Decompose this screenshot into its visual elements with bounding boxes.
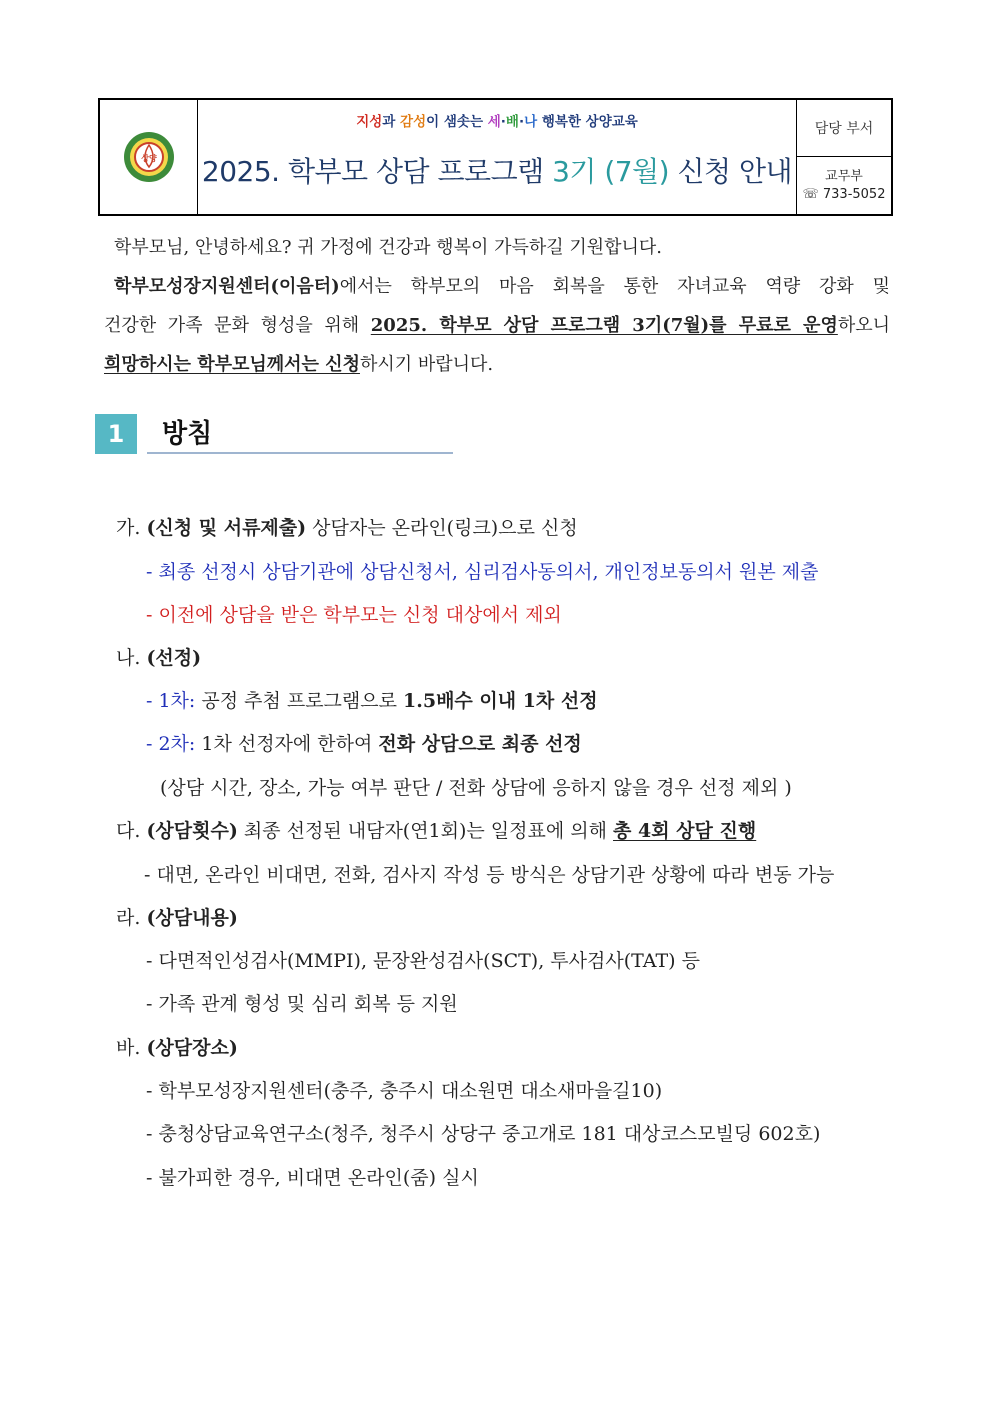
dept-info [797, 157, 891, 214]
slogan-part: 배 [505, 114, 519, 130]
item-na-sub1 [146, 686, 598, 713]
item-ga-sub1: - 최종 선정시 상담기관에 상담신청서, 심리검사동의서, 개인정보동의서 원본 제출 [146, 561, 819, 583]
item-ga [116, 513, 578, 540]
slogan-part: 행복한 상양교육 [537, 114, 638, 130]
item-heading: (신청 및 서류제출) [146, 517, 307, 539]
dept-name: 교무부 [825, 168, 863, 184]
title-part: 신청 안내 [669, 155, 793, 188]
section-underline [147, 452, 453, 454]
intro-text: 하오니 [837, 315, 891, 336]
item-ga-sub2: - 이전에 상담을 받은 학부모는 신청 대상에서 제외 [146, 604, 562, 626]
apply-highlight: 희망하시는 학부모님께서는 신청 [104, 354, 360, 375]
item-underlined: 총 4회 상담 진행 [613, 820, 757, 842]
intro-line [104, 306, 890, 345]
logo-cell [100, 100, 198, 214]
dept-phone: ☏ 733-5052 [802, 186, 886, 202]
dept-cell [797, 100, 891, 214]
section-title: 방침 [162, 419, 213, 449]
slogan-part: · [500, 114, 506, 130]
title-part-highlight: 3기 (7월) [552, 155, 670, 188]
title-part: 2025. 학부모 상담 프로그램 [201, 155, 553, 188]
title-cell [198, 100, 797, 214]
program-highlight: 2025. 학부모 상담 프로그램 3기(7월)를 무료로 운영 [370, 315, 838, 336]
item-prefix: 나. [116, 647, 147, 669]
item-na-note: (상담 시간, 장소, 가능 여부 판단 / 전화 상담에 응하지 않을 경우 선정 제외 ) [160, 777, 792, 799]
intro-text: 하시기 바랍니다. [359, 354, 494, 375]
stage-label: - 2차: [146, 733, 196, 755]
section-number: 1 [95, 414, 137, 454]
item-ra-sub2: - 가족 관계 형성 및 심리 회복 등 지원 [146, 993, 458, 1015]
slogan-part: 지성 [356, 114, 383, 130]
item-bold-text: 1.5배수 이내 1차 선정 [403, 690, 598, 712]
item-heading: (상담내용) [146, 907, 238, 929]
item-prefix: 바. [116, 1037, 147, 1059]
slogan-part: 세 [487, 114, 501, 130]
item-ba-sub3: - 불가피한 경우, 비대면 온라인(줌) 실시 [146, 1167, 479, 1189]
item-bold-text: 전화 상담으로 최종 선정 [378, 733, 582, 755]
item-heading: (상담횟수) [146, 820, 238, 842]
slogan-part: · [518, 114, 525, 130]
item-heading: (선정) [146, 647, 202, 669]
stage-label: - 1차: [146, 690, 196, 712]
item-prefix: 가. [116, 517, 147, 539]
intro-line [104, 345, 890, 384]
page-title [198, 150, 796, 190]
intro-text: 건강한 가족 문화 형성을 위해 [104, 315, 371, 336]
item-text: 최종 선정된 내담자(연1회)는 일정표에 의해 [237, 820, 614, 842]
slogan [198, 110, 796, 130]
item-heading: (상담장소) [146, 1037, 238, 1059]
slogan-part: 감성 [400, 114, 427, 130]
slogan-part: 과 [382, 114, 401, 130]
item-text: 상담자는 온라인(링크)으로 신청 [306, 517, 578, 539]
intro-text: 학부모님, 안녕하세요? 귀 가정에 건강과 행복이 가득하길 기원합니다. [114, 237, 663, 258]
item-ra-sub1: - 다면적인성검사(MMPI), 문장완성검사(SCT), 투사검사(TAT) 등 [146, 950, 700, 972]
intro-paragraph [104, 228, 890, 384]
intro-line [104, 228, 890, 267]
item-text: 공정 추첨 프로그램으로 [195, 690, 404, 712]
school-logo [123, 131, 175, 183]
item-prefix: 라. [116, 907, 147, 929]
item-da-sub: - 대면, 온라인 비대면, 전화, 검사지 작성 등 방식은 상담기관 상황에 따라 변동 가능 [144, 864, 835, 886]
header-table [98, 98, 893, 216]
item-ra [116, 903, 238, 930]
item-na [116, 643, 201, 670]
intro-text: 에서는 학부모의 마음 회복을 통한 자녀교육 역량 강화 및 [339, 276, 890, 297]
intro-line [104, 267, 890, 306]
item-text: 1차 선정자에 한하여 [195, 733, 379, 755]
logo-text: 상양 [140, 154, 157, 163]
item-ba-sub2: - 충청상담교육연구소(청주, 청주시 상당구 중고개로 181 대상코스모빌딩 602호) [146, 1123, 821, 1145]
dept-label: 담당 부서 [797, 100, 891, 157]
item-na-sub2 [146, 729, 582, 756]
item-da [116, 816, 756, 843]
slogan-part: 이 샘솟는 [426, 114, 488, 130]
item-ba-sub1: - 학부모성장지원센터(충주, 충주시 대소원면 대소새마을길10) [146, 1080, 663, 1102]
slogan-part: 나 [524, 114, 538, 130]
item-prefix: 다. [116, 820, 147, 842]
center-name: 학부모성장지원센터(이음터) [114, 276, 340, 297]
item-ba [116, 1033, 238, 1060]
